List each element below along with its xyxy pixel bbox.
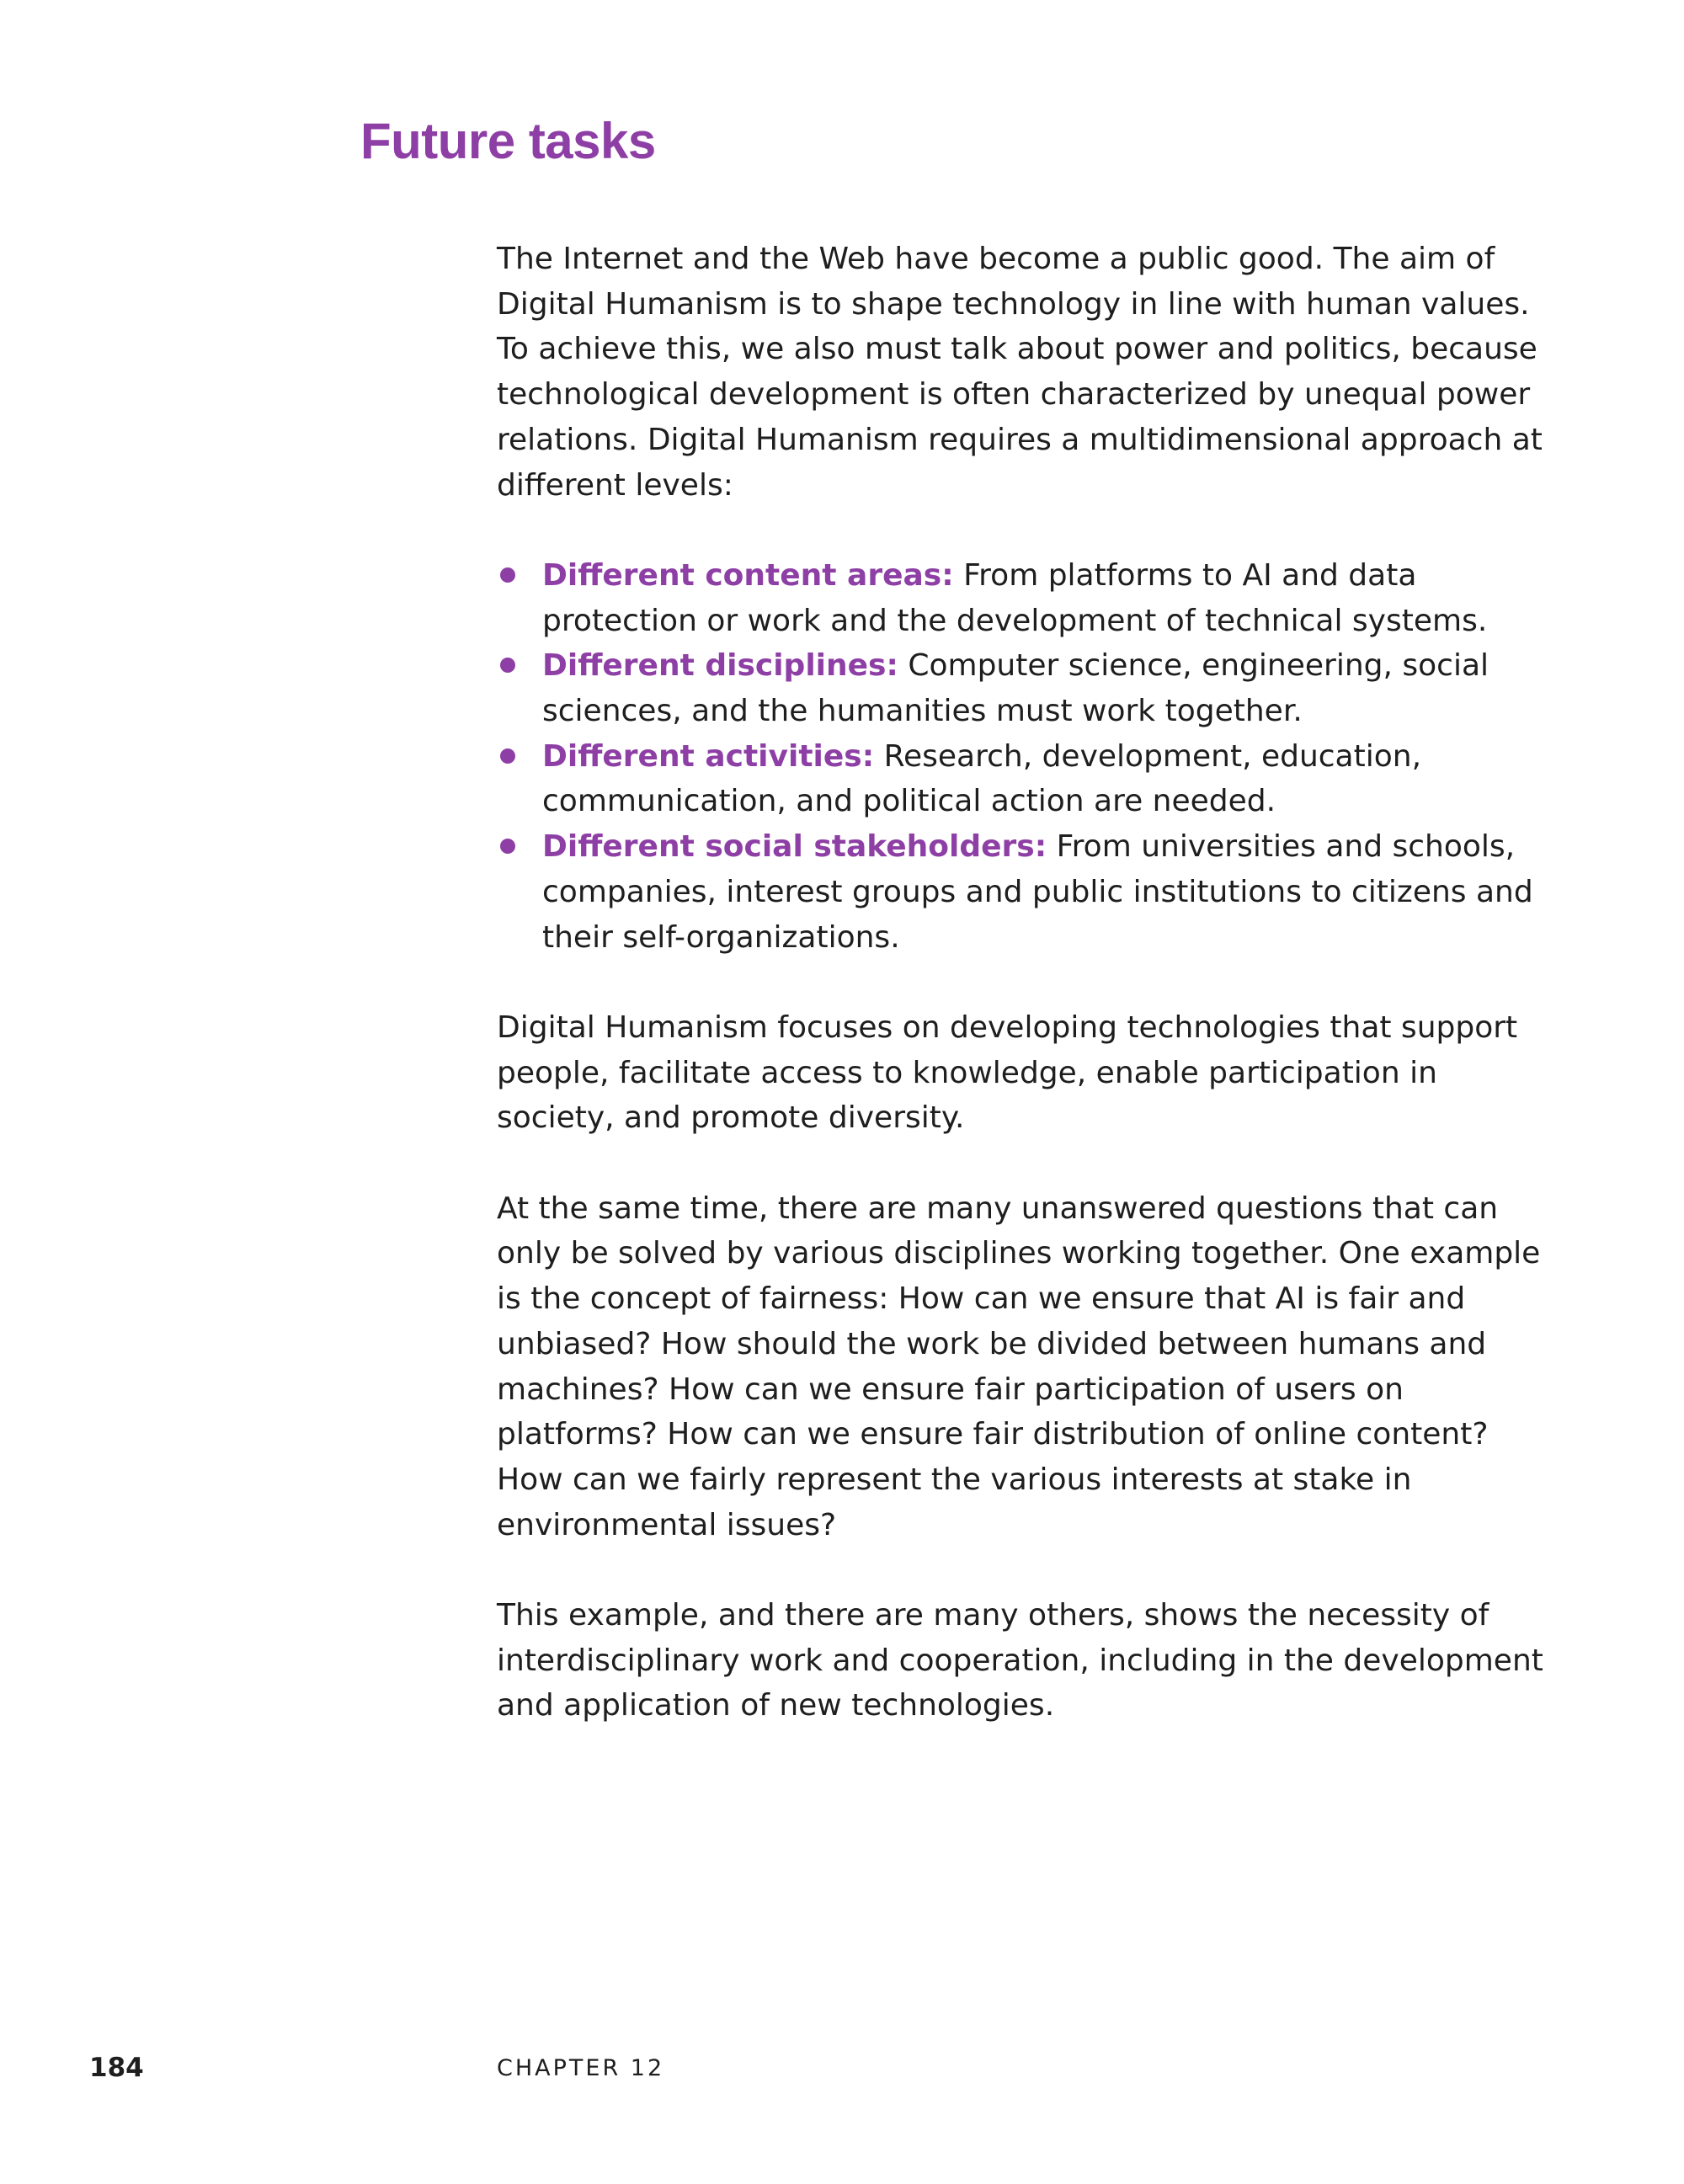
levels-list [497, 553, 1549, 960]
list-item-term: Different activities: [542, 738, 875, 774]
list-item [497, 553, 1549, 643]
list-item [497, 643, 1549, 733]
list-item-term: Different content areas: [542, 557, 954, 593]
chapter-label: CHAPTER 12 [497, 2055, 665, 2081]
section-heading: Future tasks [360, 113, 656, 169]
list-item-text: From platforms to AI and data protection or work and the development of technical systems. [542, 557, 1488, 638]
bullet-icon [500, 839, 515, 854]
main-text [497, 237, 1549, 1774]
list-item-text: Computer science, engineering, social sciences, and the humanities must work together. [542, 648, 1489, 729]
list-item [497, 734, 1549, 824]
bullet-icon [500, 748, 515, 764]
bullet-icon [500, 567, 515, 583]
questions-paragraph: At the same time, there are many unanswered questions that can only be solved by various disciplines working together. One example is the concept of fairness: How can we ensure that AI is fair and unbiased? How should the work be divided between humans and machines? How can we ensure fair participation of users on platforms? How can we ensure fair distribution of online content? How can we fairly represent the various interests at stake in environmental issues? [497, 1191, 1541, 1542]
focus-paragraph: Digital Humanism focuses on developing technologies that support people, facilitate access to knowledge, enable participation in society, and promote diversity. [497, 1009, 1518, 1136]
bullet-icon [500, 658, 515, 673]
page-number: 184 [89, 2053, 144, 2083]
conclusion-paragraph: This example, and there are many others, shows the necessity of interdisciplinary work and cooperation, including in the development and application of new technologies. [497, 1598, 1543, 1723]
list-item [497, 824, 1549, 960]
list-item-text: From universities and schools, companies, interest groups and public institutions to citizens and their self-organizations. [542, 829, 1533, 955]
intro-paragraph: The Internet and the Web have become a public good. The aim of Digital Humanism is to shape technology in line with human values. To achieve this, we also must talk about power and politics, because technological development is often characterized by unequal power relations. Digital Humanism requires a multidimensional approach at different levels: [497, 242, 1543, 503]
list-item-term: Different social stakeholders: [542, 829, 1047, 865]
list-item-text: Research, development, education, communication, and political action are needed. [542, 738, 1422, 819]
list-item-term: Different disciplines: [542, 648, 898, 684]
